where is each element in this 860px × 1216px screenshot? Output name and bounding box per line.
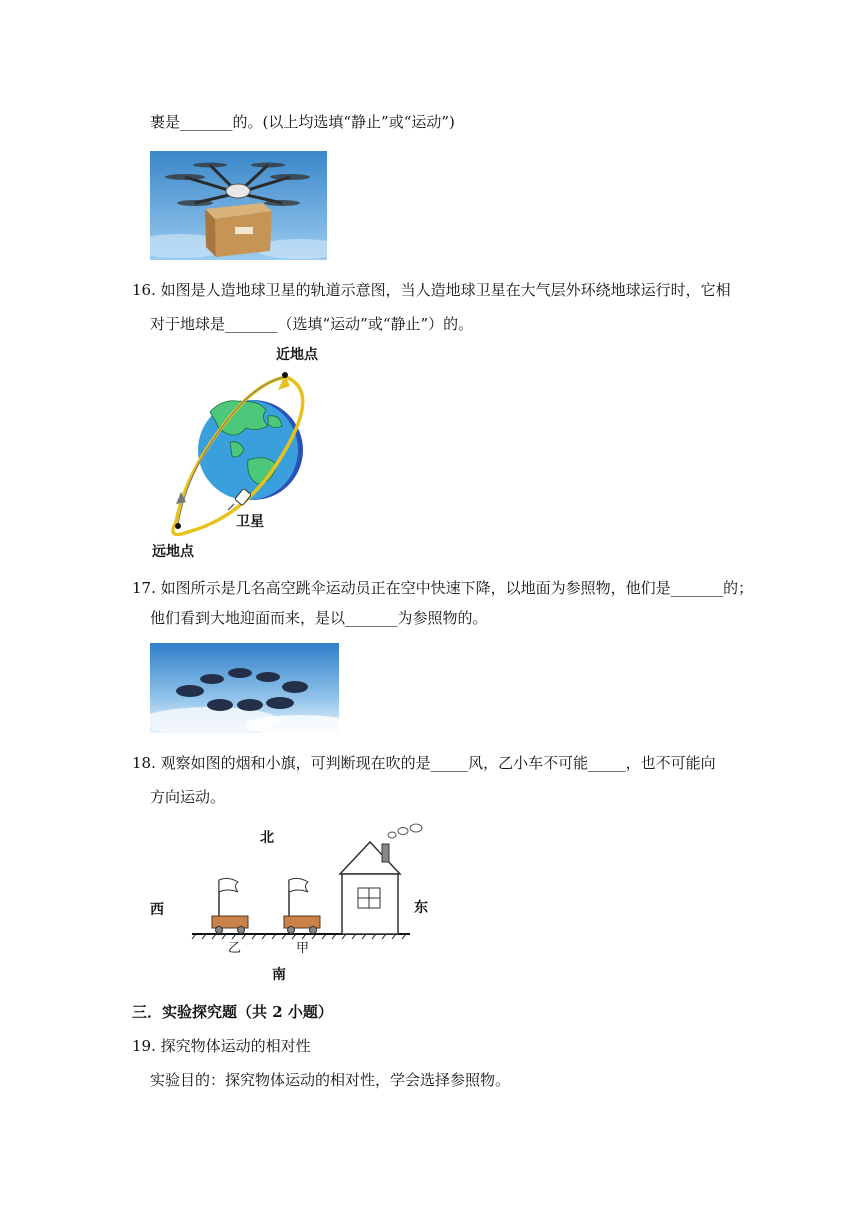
car-b (212, 878, 248, 933)
q16-line1: 16. 如图是人造地球卫星的轨道示意图，当人造地球卫星在大气层外环绕地球运行时，它相 (132, 281, 731, 299)
car-a (284, 878, 320, 933)
q18-line2: 方向运动。 (150, 788, 226, 806)
q19-goal: 实验目的：探究物体运动的相对性，学会选择参照物。 (150, 1071, 511, 1089)
satellite-label: 卫星 (236, 514, 264, 530)
drone-delivery-image (150, 151, 327, 260)
chimney-smoke (388, 824, 422, 838)
q15-tail-text: 裹是_______的。(以上均选填“静止”或“运动”) (150, 113, 455, 131)
car-b-label: 乙 (228, 941, 242, 956)
east-label: 东 (414, 900, 428, 916)
perigee-label: 近地点 (276, 347, 318, 363)
skydivers-image (150, 643, 339, 733)
q17-line2: 他们看到大地迎面而来，是以_______为参照物的。 (150, 609, 488, 627)
section3-title: 三．实验探究题（共 2 小题） (132, 1003, 333, 1021)
satellite-orbit-diagram (148, 342, 328, 562)
q16-line2: 对于地球是_______（选填“运动”或“静止”）的。 (150, 315, 474, 333)
q17-line1: 17. 如图所示是几名高空跳伞运动员正在空中快速下降，以地面为参照物，他们是_______的； (132, 579, 754, 597)
south-label: 南 (272, 967, 286, 983)
west-label: 西 (150, 902, 164, 918)
q18-line1: 18. 观察如图的烟和小旗，可判断现在吹的是_____风，乙小车不可能_____，也不可能向 (132, 754, 716, 772)
house (340, 842, 400, 934)
apogee-label: 远地点 (152, 544, 194, 560)
car-a-label: 甲 (296, 941, 310, 956)
wind-direction-diagram (148, 822, 438, 984)
north-label: 北 (260, 830, 274, 846)
q19-title: 19. 探究物体运动的相对性 (132, 1037, 311, 1055)
